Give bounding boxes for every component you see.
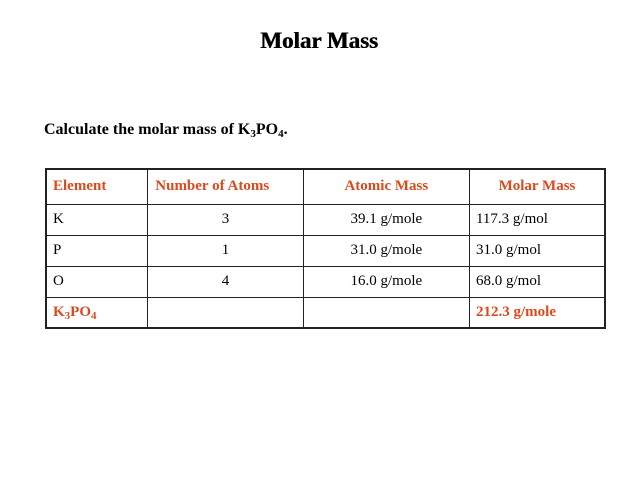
cell-atomic-mass: 39.1 g/mole xyxy=(303,204,469,235)
total-formula-subscript-4: 4 xyxy=(91,309,97,322)
problem-statement xyxy=(44,121,288,139)
prompt-subscript-4: 4 xyxy=(278,128,284,140)
table-total-row xyxy=(46,297,605,328)
cell-total-formula xyxy=(46,297,148,328)
prompt-prefix: Calculate the molar mass of K xyxy=(44,121,251,138)
page-title: Molar Mass xyxy=(260,28,378,53)
molar-mass-table xyxy=(45,168,606,329)
cell-atomic-mass: 31.0 g/mole xyxy=(303,235,469,266)
table-header-row xyxy=(46,169,605,204)
cell-molar-mass: 31.0 g/mol xyxy=(469,235,605,266)
total-formula-po: PO xyxy=(70,303,92,320)
cell-total-atoms xyxy=(148,297,303,328)
cell-atoms: 3 xyxy=(148,204,303,235)
cell-total-molar-mass: 212.3 g/mole xyxy=(469,297,605,328)
prompt-suffix: . xyxy=(283,121,288,138)
header-number-of-atoms: Number of Atoms xyxy=(148,169,303,204)
cell-element: O xyxy=(46,266,148,297)
cell-element: K xyxy=(46,204,148,235)
cell-total-atomic-mass xyxy=(303,297,469,328)
total-formula-subscript-3: 3 xyxy=(64,309,71,322)
prompt-subscript-3: 3 xyxy=(250,128,256,140)
cell-atoms: 4 xyxy=(148,266,303,297)
cell-molar-mass: 68.0 g/mol xyxy=(469,266,605,297)
table-row xyxy=(46,235,605,266)
cell-atoms: 1 xyxy=(148,235,303,266)
table-row xyxy=(46,204,605,235)
cell-element: P xyxy=(46,235,148,266)
total-formula-k: K xyxy=(53,303,65,320)
prompt-po: PO xyxy=(255,121,279,138)
header-molar-mass: Molar Mass xyxy=(469,169,605,204)
cell-molar-mass: 117.3 g/mol xyxy=(469,204,605,235)
cell-atomic-mass: 16.0 g/mole xyxy=(303,266,469,297)
header-element: Element xyxy=(46,169,148,204)
table-row xyxy=(46,266,605,297)
header-atomic-mass: Atomic Mass xyxy=(303,169,469,204)
